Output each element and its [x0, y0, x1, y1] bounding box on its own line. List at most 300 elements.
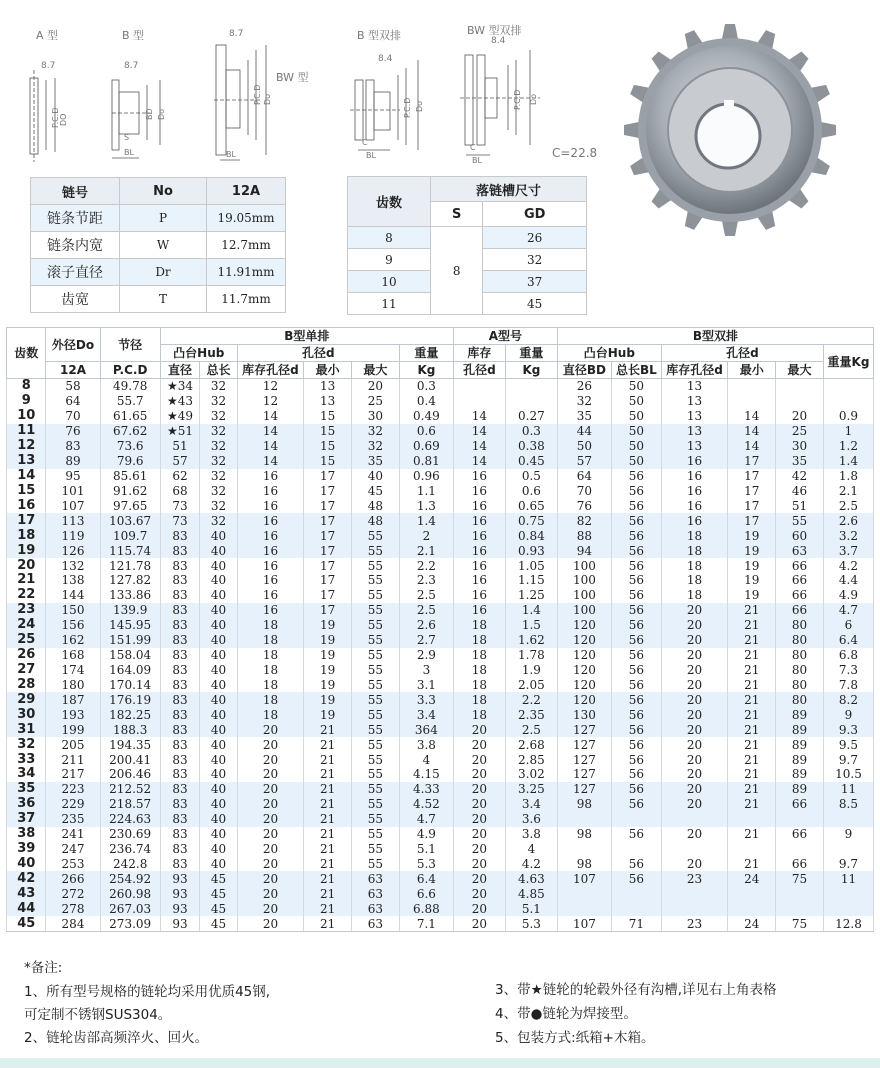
- table-cell: 35: [557, 409, 611, 424]
- teeth-count-cell: 23: [7, 603, 46, 618]
- table-cell: 98: [557, 797, 611, 812]
- table-cell: 138: [46, 573, 100, 588]
- table-cell: 18: [237, 648, 304, 663]
- table-cell: ★49: [160, 409, 199, 424]
- table-cell: 40: [200, 842, 237, 857]
- table-cell: 14: [453, 424, 505, 439]
- table-cell: 5.1: [505, 901, 557, 916]
- header-min2: 最小: [728, 362, 776, 379]
- svg-text:Do: Do: [263, 93, 272, 105]
- header-a-type: A型号: [453, 328, 557, 345]
- table-row: [31, 232, 286, 259]
- table-cell: 56: [611, 648, 661, 663]
- table-cell: 40: [200, 722, 237, 737]
- table-cell: 10.5: [823, 767, 873, 782]
- table-cell: [728, 886, 776, 901]
- table-cell: 260.98: [100, 886, 160, 901]
- table-cell: 19: [728, 588, 776, 603]
- table-cell: 1.9: [505, 663, 557, 678]
- table-cell: 20: [237, 782, 304, 797]
- table-cell: 66: [776, 558, 824, 573]
- table-cell: 127: [557, 722, 611, 737]
- table-cell: 21: [728, 857, 776, 872]
- table-cell: 16: [661, 469, 728, 484]
- table-cell: 21: [728, 752, 776, 767]
- table-cell: ★34: [160, 379, 199, 394]
- table-cell: 21: [304, 842, 352, 857]
- table-cell: 55: [352, 722, 400, 737]
- table-cell: 7.8: [823, 677, 873, 692]
- table-cell: 121.78: [100, 558, 160, 573]
- table-cell: 156: [46, 618, 100, 633]
- table-cell: 1.78: [505, 648, 557, 663]
- table-cell: 1.05: [505, 558, 557, 573]
- table-cell: 71: [611, 916, 661, 931]
- table-cell: 56: [611, 827, 661, 842]
- table-cell: 14: [453, 409, 505, 424]
- table-cell: 101: [46, 483, 100, 498]
- table-cell: 18: [237, 633, 304, 648]
- table-cell: 15: [304, 454, 352, 469]
- table-row: [7, 633, 874, 648]
- table-cell: 91.62: [100, 483, 160, 498]
- groove-gd: 32: [483, 249, 587, 271]
- table-cell: 56: [611, 737, 661, 752]
- table-cell: 23: [661, 871, 728, 886]
- table-cell: 56: [611, 528, 661, 543]
- table-cell: 20: [237, 737, 304, 752]
- table-cell: 145.95: [100, 618, 160, 633]
- table-cell: 32: [200, 454, 237, 469]
- table-cell: 12: [237, 379, 304, 394]
- table-row: [7, 618, 874, 633]
- note-2: 2、链轮齿部高频淬火、回火。: [24, 1030, 209, 1046]
- groove-table: [347, 176, 587, 315]
- table-cell: 2.2: [505, 692, 557, 707]
- table-cell: 0.6: [505, 483, 557, 498]
- table-cell: 4.7: [823, 603, 873, 618]
- table-cell: 13: [661, 394, 728, 409]
- table-row: [348, 227, 587, 249]
- table-cell: 20: [776, 409, 824, 424]
- table-cell: 17: [304, 573, 352, 588]
- table-cell: 236.74: [100, 842, 160, 857]
- table-cell: 6.4: [823, 633, 873, 648]
- table-cell: 127: [557, 737, 611, 752]
- table-cell: 4.7: [399, 812, 453, 827]
- table-cell: 217: [46, 767, 100, 782]
- table-cell: 20: [237, 752, 304, 767]
- table-cell: 32: [200, 409, 237, 424]
- table-cell: 120: [557, 663, 611, 678]
- table-cell: 32: [200, 394, 237, 409]
- table-cell: 100: [557, 558, 611, 573]
- teeth-count-cell: 30: [7, 707, 46, 722]
- table-cell: 1.62: [505, 633, 557, 648]
- table-cell: 100: [557, 573, 611, 588]
- table-cell: 83: [160, 558, 199, 573]
- table-cell: 14: [453, 454, 505, 469]
- table-cell: 17: [728, 469, 776, 484]
- table-cell: 230.69: [100, 827, 160, 842]
- table-cell: 12: [237, 394, 304, 409]
- table-cell: 80: [776, 618, 824, 633]
- table-cell: 66: [776, 827, 824, 842]
- table-cell: 94: [557, 543, 611, 558]
- table-cell: 206.46: [100, 767, 160, 782]
- table-cell: [776, 812, 824, 827]
- table-cell: 93: [160, 871, 199, 886]
- table-cell: 40: [200, 797, 237, 812]
- table-cell: 284: [46, 916, 100, 931]
- table-cell: 16: [237, 498, 304, 513]
- table-cell: 174: [46, 663, 100, 678]
- table-cell: 80: [776, 648, 824, 663]
- table-cell: 32: [200, 513, 237, 528]
- table-row: [7, 379, 874, 394]
- teeth-count-cell: 44: [7, 901, 46, 916]
- table-cell: 254.92: [100, 871, 160, 886]
- table-cell: 6.88: [399, 901, 453, 916]
- table-cell: 267.03: [100, 901, 160, 916]
- table-cell: 193: [46, 707, 100, 722]
- table-cell: 6.8: [823, 648, 873, 663]
- table-cell: 48: [352, 498, 400, 513]
- header-max: 最大: [352, 362, 400, 379]
- table-cell: 56: [611, 558, 661, 573]
- table-cell: 80: [776, 677, 824, 692]
- table-cell: 15: [304, 409, 352, 424]
- diagram-area: [0, 0, 600, 170]
- table-cell: 127: [557, 767, 611, 782]
- table-cell: 73: [160, 513, 199, 528]
- table-cell: 158.04: [100, 648, 160, 663]
- table-cell: 18: [661, 543, 728, 558]
- table-cell: 120: [557, 677, 611, 692]
- table-row: [7, 439, 874, 454]
- table-cell: 3.7: [823, 543, 873, 558]
- table-cell: 17: [304, 528, 352, 543]
- teeth-count-cell: 32: [7, 737, 46, 752]
- table-row: [7, 409, 874, 424]
- table-cell: 48: [352, 513, 400, 528]
- table-cell: 50: [611, 394, 661, 409]
- table-cell: 20: [237, 857, 304, 872]
- teeth-count-cell: 33: [7, 752, 46, 767]
- header-a-bore: 孔径d: [453, 362, 505, 379]
- table-cell: 44: [557, 424, 611, 439]
- table-cell: 4.63: [505, 871, 557, 886]
- table-cell: 16: [453, 543, 505, 558]
- table-cell: 18: [237, 692, 304, 707]
- table-cell: 21: [728, 827, 776, 842]
- table-cell: 18: [237, 663, 304, 678]
- table-cell: 24: [728, 916, 776, 931]
- table-cell: 14: [237, 439, 304, 454]
- table-cell: 16: [237, 558, 304, 573]
- table-cell: 8.2: [823, 692, 873, 707]
- table-cell: 55.7: [100, 394, 160, 409]
- table-cell: 194.35: [100, 737, 160, 752]
- table-cell: 19: [728, 558, 776, 573]
- table-cell: 2.1: [399, 543, 453, 558]
- table-cell: 50: [611, 409, 661, 424]
- table-row: [7, 707, 874, 722]
- header-bore: 孔径d: [237, 345, 399, 362]
- table-cell: 12.8: [823, 916, 873, 931]
- table-cell: 63: [352, 871, 400, 886]
- table-cell: 21: [304, 767, 352, 782]
- table-row: [7, 543, 874, 558]
- table-cell: 1.8: [823, 469, 873, 484]
- table-cell: 1: [823, 424, 873, 439]
- table-cell: 83: [160, 722, 199, 737]
- spec-value: 12.7mm: [207, 232, 286, 259]
- table-row: [7, 886, 874, 901]
- table-cell: 19: [304, 648, 352, 663]
- teeth-count-cell: 31: [7, 722, 46, 737]
- table-cell: 0.3: [505, 424, 557, 439]
- table-cell: 126: [46, 543, 100, 558]
- table-cell: ★51: [160, 424, 199, 439]
- table-cell: 20: [661, 782, 728, 797]
- table-cell: 1.4: [823, 454, 873, 469]
- table-cell: 4.33: [399, 782, 453, 797]
- table-cell: 45: [200, 871, 237, 886]
- table-cell: 20: [453, 797, 505, 812]
- table-cell: 120: [557, 692, 611, 707]
- table-cell: 93: [160, 916, 199, 931]
- table-cell: 130: [557, 707, 611, 722]
- table-cell: 18: [661, 558, 728, 573]
- table-cell: 242.8: [100, 857, 160, 872]
- table-cell: 2: [399, 528, 453, 543]
- table-cell: 97.65: [100, 498, 160, 513]
- header-kg: Kg: [399, 362, 453, 379]
- table-cell: 32: [352, 439, 400, 454]
- table-cell: 16: [453, 483, 505, 498]
- table-cell: 30: [352, 409, 400, 424]
- table-cell: 16: [453, 603, 505, 618]
- table-cell: 21: [728, 633, 776, 648]
- table-cell: 17: [304, 498, 352, 513]
- table-cell: 56: [611, 692, 661, 707]
- table-cell: 13: [304, 379, 352, 394]
- table-cell: [823, 394, 873, 409]
- header-min: 最小: [304, 362, 352, 379]
- table-cell: 247: [46, 842, 100, 857]
- teeth-count-cell: 27: [7, 663, 46, 678]
- table-cell: 2.9: [399, 648, 453, 663]
- header-bd: 直径BD: [557, 362, 611, 379]
- groove-gd: 26: [483, 227, 587, 249]
- table-cell: 0.9: [823, 409, 873, 424]
- table-cell: 75: [776, 871, 824, 886]
- table-cell: 66: [776, 797, 824, 812]
- table-cell: 9: [823, 707, 873, 722]
- table-cell: [611, 812, 661, 827]
- table-cell: 40: [200, 588, 237, 603]
- dim-bwd-84: 8.4: [491, 36, 506, 46]
- table-cell: [661, 901, 728, 916]
- table-cell: 14: [237, 424, 304, 439]
- svg-text:C: C: [362, 138, 368, 147]
- header-stock-bore: 库存孔径d: [237, 362, 304, 379]
- table-cell: 212.52: [100, 782, 160, 797]
- table-cell: 20: [661, 663, 728, 678]
- table-cell: 56: [611, 513, 661, 528]
- svg-text:BL: BL: [124, 148, 134, 157]
- table-cell: 14: [728, 424, 776, 439]
- spec-symbol: Dr: [120, 259, 207, 286]
- table-cell: 76: [557, 498, 611, 513]
- header-hub: 凸台Hub: [160, 345, 237, 362]
- table-cell: 55: [352, 543, 400, 558]
- table-cell: 9.7: [823, 752, 873, 767]
- footer-bar: [0, 1058, 880, 1068]
- table-cell: 40: [200, 543, 237, 558]
- table-cell: 18: [453, 663, 505, 678]
- table-cell: 20: [661, 603, 728, 618]
- table-cell: 20: [237, 797, 304, 812]
- svg-text:Do: Do: [529, 93, 538, 105]
- table-cell: 18: [237, 677, 304, 692]
- header-b-double: B型双排: [557, 328, 873, 345]
- table-cell: 56: [611, 573, 661, 588]
- table-cell: [776, 901, 824, 916]
- table-cell: 0.84: [505, 528, 557, 543]
- table-cell: 278: [46, 901, 100, 916]
- table-cell: [661, 812, 728, 827]
- table-cell: 60: [776, 528, 824, 543]
- table-cell: 229: [46, 797, 100, 812]
- table-cell: 56: [611, 603, 661, 618]
- table-cell: 21: [304, 857, 352, 872]
- table-cell: 0.69: [399, 439, 453, 454]
- table-cell: 20: [237, 812, 304, 827]
- table-row: [7, 483, 874, 498]
- teeth-count-cell: 22: [7, 588, 46, 603]
- table-cell: 20: [661, 618, 728, 633]
- table-cell: 20: [453, 782, 505, 797]
- table-cell: 40: [200, 603, 237, 618]
- table-cell: [557, 812, 611, 827]
- table-row: [7, 558, 874, 573]
- header-b-single: B型单排: [160, 328, 453, 345]
- groove-teeth: 11: [348, 293, 431, 315]
- table-cell: 2.7: [399, 633, 453, 648]
- svg-text:S: S: [124, 133, 130, 142]
- table-cell: 133.86: [100, 588, 160, 603]
- table-cell: 63: [352, 901, 400, 916]
- table-cell: 20: [661, 633, 728, 648]
- header-bl: 总长BL: [611, 362, 661, 379]
- teeth-count-cell: 20: [7, 558, 46, 573]
- table-cell: 55: [352, 633, 400, 648]
- table-cell: 49.78: [100, 379, 160, 394]
- table-cell: 21: [728, 692, 776, 707]
- table-cell: 20: [661, 857, 728, 872]
- table-cell: 4.2: [505, 857, 557, 872]
- table-cell: 89: [776, 722, 824, 737]
- table-row: [7, 827, 874, 842]
- teeth-count-cell: 16: [7, 498, 46, 513]
- table-cell: 83: [46, 439, 100, 454]
- table-cell: 15: [304, 439, 352, 454]
- table-cell: 21: [728, 677, 776, 692]
- table-cell: 9: [823, 827, 873, 842]
- table-cell: 55: [352, 737, 400, 752]
- table-cell: 364: [399, 722, 453, 737]
- table-cell: 21: [728, 782, 776, 797]
- header-pcd: 节径: [100, 328, 160, 362]
- table-cell: 176.19: [100, 692, 160, 707]
- table-cell: 14: [237, 454, 304, 469]
- table-cell: 3.6: [505, 812, 557, 827]
- table-cell: 2.5: [399, 588, 453, 603]
- table-cell: 32: [557, 394, 611, 409]
- table-cell: 16: [237, 483, 304, 498]
- teeth-count-cell: 38: [7, 827, 46, 842]
- table-cell: 40: [200, 767, 237, 782]
- table-cell: 85.61: [100, 469, 160, 484]
- table-cell: 2.05: [505, 677, 557, 692]
- table-cell: 19: [304, 692, 352, 707]
- table-cell: 83: [160, 827, 199, 842]
- header-max2: 最大: [776, 362, 824, 379]
- table-cell: 19: [728, 573, 776, 588]
- table-cell: 89: [776, 707, 824, 722]
- header-hub2: 凸台Hub: [557, 345, 661, 362]
- dim-bw-87: 8.7: [229, 29, 244, 39]
- notes-title: *备注:: [24, 960, 63, 976]
- table-cell: 55: [776, 513, 824, 528]
- table-cell: 50: [611, 424, 661, 439]
- table-cell: 170.14: [100, 677, 160, 692]
- table-cell: 6: [823, 618, 873, 633]
- table-cell: 21: [304, 797, 352, 812]
- table-cell: 100: [557, 588, 611, 603]
- table-cell: 3.4: [399, 707, 453, 722]
- table-cell: 83: [160, 648, 199, 663]
- table-cell: 21: [728, 767, 776, 782]
- table-cell: 4.9: [399, 827, 453, 842]
- table-cell: [661, 886, 728, 901]
- table-cell: 113: [46, 513, 100, 528]
- table-cell: 16: [237, 528, 304, 543]
- table-cell: [823, 812, 873, 827]
- spec-name: 齿宽: [31, 286, 120, 313]
- table-cell: 55: [352, 528, 400, 543]
- table-row: [7, 752, 874, 767]
- table-cell: 79.6: [100, 454, 160, 469]
- table-cell: 83: [160, 857, 199, 872]
- table-cell: 4: [399, 752, 453, 767]
- table-cell: 2.2: [399, 558, 453, 573]
- table-cell: 56: [611, 618, 661, 633]
- header-weight-kg: 重量Kg: [823, 345, 873, 379]
- table-cell: 0.81: [399, 454, 453, 469]
- table-cell: 13: [661, 379, 728, 394]
- table-cell: 18: [661, 588, 728, 603]
- table-cell: 13: [661, 409, 728, 424]
- table-cell: 18: [237, 618, 304, 633]
- table-cell: [611, 886, 661, 901]
- table-cell: 151.99: [100, 633, 160, 648]
- table-cell: 55: [352, 663, 400, 678]
- table-cell: 83: [160, 528, 199, 543]
- table-cell: 272: [46, 886, 100, 901]
